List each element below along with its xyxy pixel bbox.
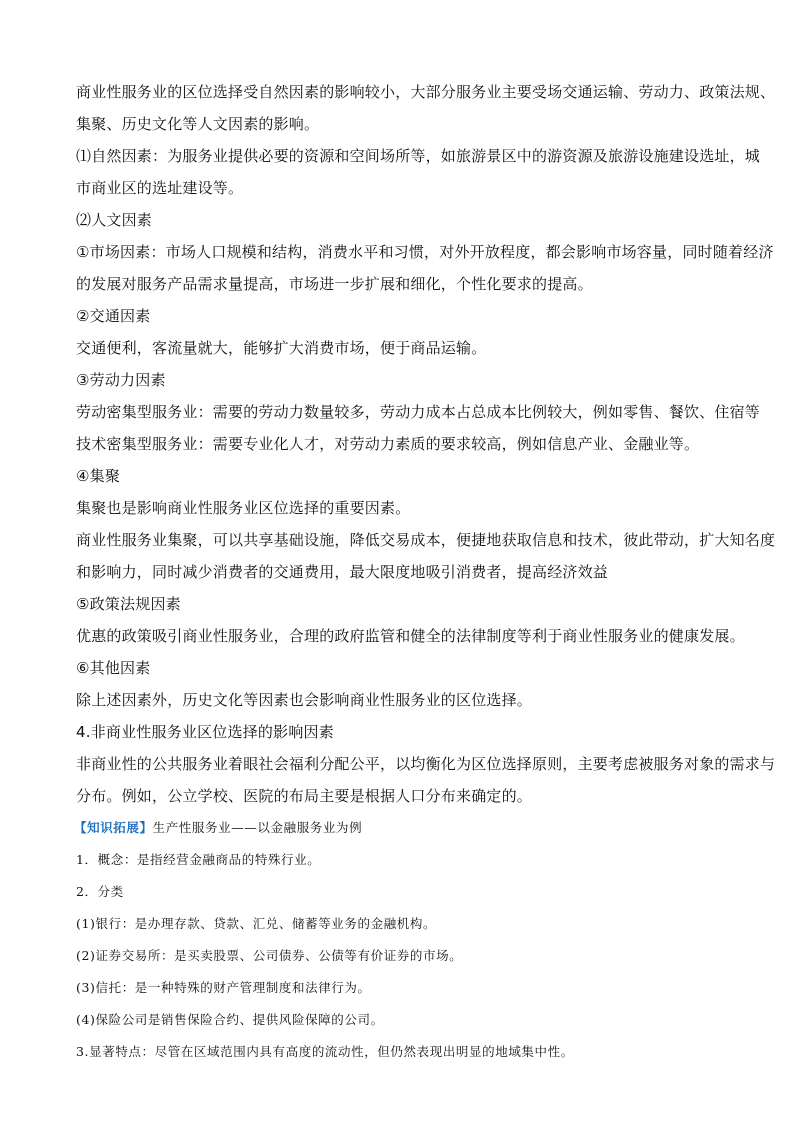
paragraph-line: 集聚、历史文化等人文因素的影响。 [76,115,320,133]
paragraph-line: 和影响力，同时减少消费者的交通费用，最大限度地吸引消费者，提高经济效益 [76,563,609,581]
paragraph-line: ①市场因素：市场人口规模和结构，消费水平和习惯，对外开放程度，都会影响市场容量，同时随着经济 [76,243,774,261]
paragraph-line: 技术密集型服务业：需要专业化人才，对劳动力素质的要求较高，例如信息产业、金融业等。 [76,435,700,453]
section-heading: ⑵人文因素 [76,211,153,229]
paragraph-line: 劳动密集型服务业：需要的劳动力数量较多，劳动力成本占总成本比例较大，例如零售、餐饮、住宿等 [76,403,761,421]
section-heading: ⑤政策法规因素 [76,595,181,613]
expansion-line: 3.显著特点：尽管在区域范围内具有高度的流动性，但仍然表现出明显的地域集中性。 [76,1044,574,1059]
paragraph-line: 商业性服务业的区位选择受自然因素的影响较小，大部分服务业主要受场交通运输、劳动力、政策法规、 [76,83,776,101]
expansion-line: 2．分类 [76,884,124,899]
paragraph-line: 除上述因素外，历史文化等因素也会影响商业性服务业的区位选择。 [76,691,533,709]
paragraph-line: 商业性服务业集聚，可以共享基础设施，降低交易成本，便捷地获取信息和技术，彼此带动，扩大知名度 [76,531,776,549]
paragraph-line: 优惠的政策吸引商业性服务业，合理的政府监管和健全的法律制度等利于商业性服务业的健康发展。 [76,627,745,645]
expansion-line: (1)银行：是办理存款、贷款、汇兑、储蓄等业务的金融机构。 [76,916,437,931]
paragraph-line: 的发展对服务产品需求量提高，市场进一步扩展和细化，个性化要求的提高。 [76,275,593,293]
paragraph-line: 非商业性的公共服务业着眼社会福利分配公平，以均衡化为区位选择原则，主要考虑被服务对象的需求与 [76,755,776,773]
knowledge-expansion-heading [74,818,362,838]
section-heading: 4.非商业性服务业区位选择的影响因素 [76,723,334,741]
expansion-line: (4)保险公司是销售保险合约、提供风险保障的公司。 [76,1012,384,1027]
section-heading: ④集聚 [76,467,121,485]
expansion-line: 1．概念：是指经营金融商品的特殊行业。 [76,852,321,867]
paragraph-line: 市商业区的选址建设等。 [76,179,244,197]
section-heading: ③劳动力因素 [76,371,166,389]
knowledge-expansion-title: 生产性服务业——以金融服务业为例 [152,820,363,835]
paragraph-line: 集聚也是影响商业性服务业区位选择的重要因素。 [76,499,411,517]
paragraph-line: ⑴自然因素：为服务业提供必要的资源和空间场所等，如旅游景区中的游资源及旅游设施建设选址，城 [76,147,761,165]
expansion-line: (3)信托：是一种特殊的财产管理制度和法律行为。 [76,980,371,995]
section-heading: ⑥其他因素 [76,659,151,677]
paragraph-line: 分布。例如，公立学校、医院的布局主要是根据人口分布来确定的。 [76,787,533,805]
knowledge-expansion-tag: 【知识拓展】 [74,820,153,835]
expansion-line: (2)证券交易所：是买卖股票、公司债券、公债等有价证券的市场。 [76,948,463,963]
paragraph-line: 交通便利，客流量就大，能够扩大消费市场，便于商品运输。 [76,339,487,357]
section-heading: ②交通因素 [76,307,151,325]
